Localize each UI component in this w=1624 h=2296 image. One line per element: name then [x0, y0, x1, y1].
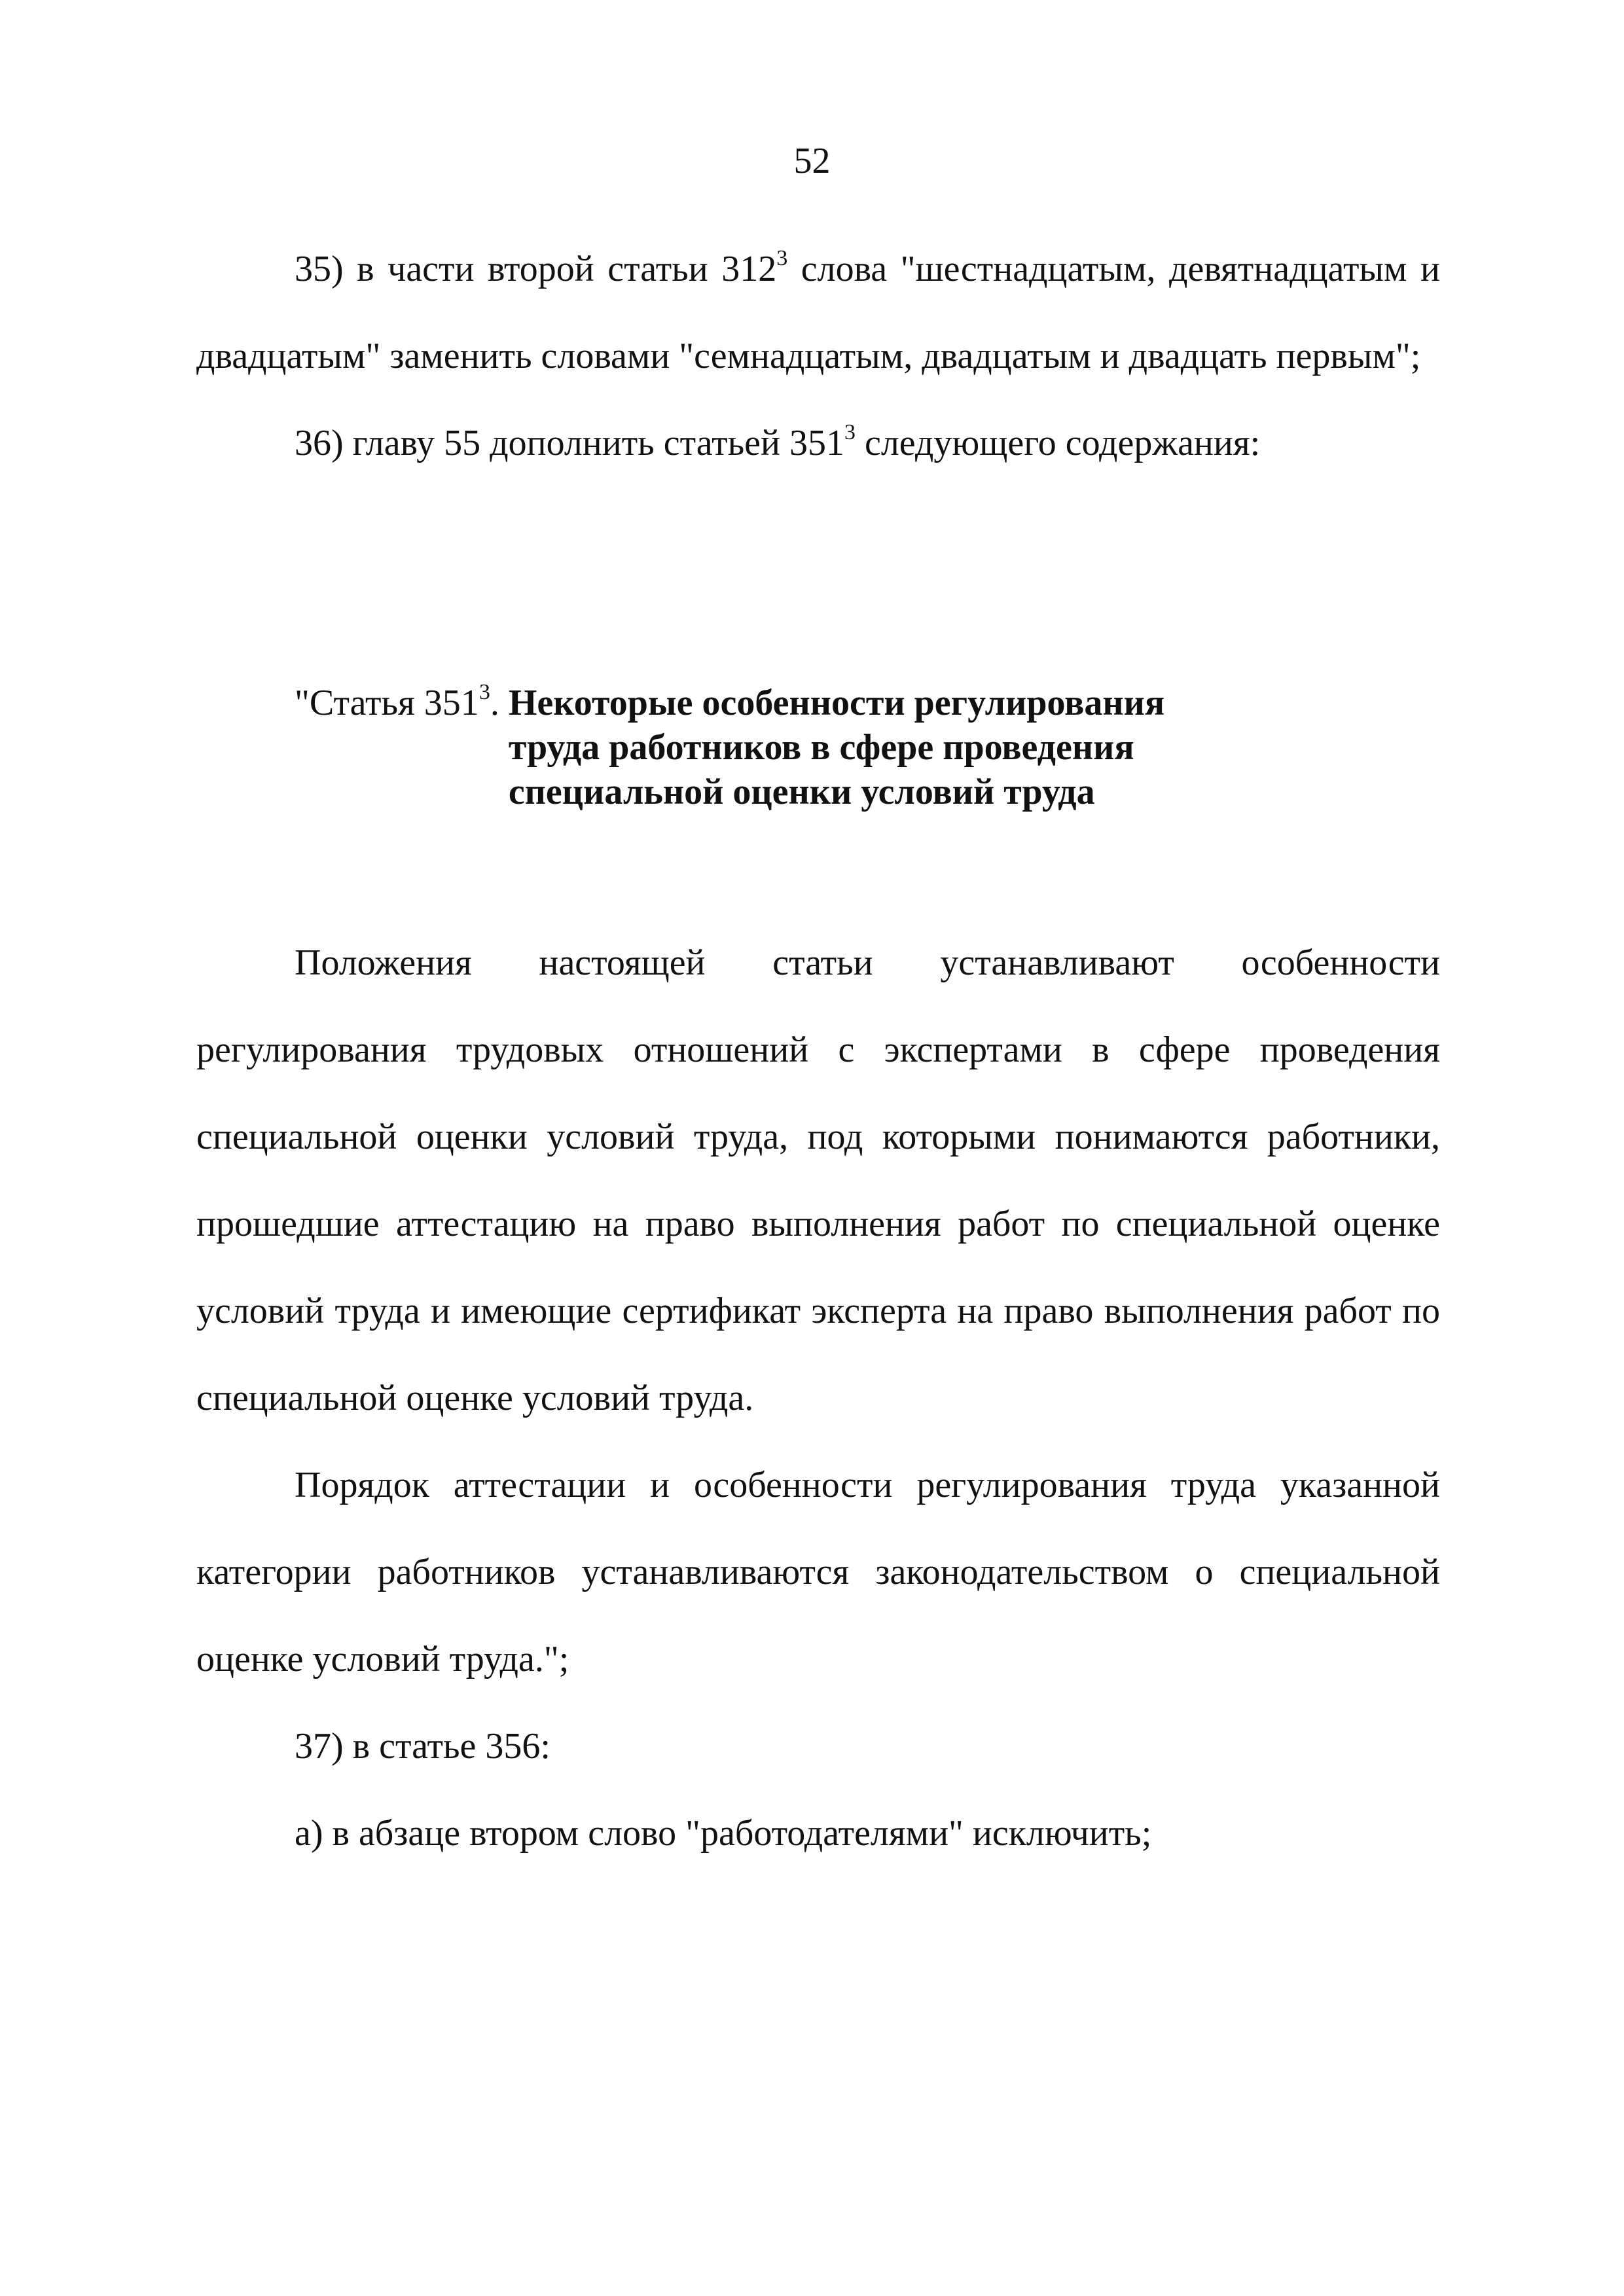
article-title — [499, 681, 1229, 814]
article-label-text: "Статья 351 — [295, 683, 479, 723]
article-paragraph-1: Положения настоящей статьи устанавливают особенности регулирования трудовых отношений с экспертами в сфере проведения специальной оценки условий труда, под которыми понимаются работники, прошедшие аттестацию на право выполнения работ по специальной оценке условий труда и имеющие сертификат эксперта на право выполнения работ по специальной оценке условий труда. — [196, 942, 1440, 1418]
amendments-upper — [196, 226, 1440, 487]
item-35-sup: 3 — [776, 246, 788, 271]
article-label-end: . — [490, 683, 499, 723]
item-36-text: следующего содержания: — [855, 423, 1261, 463]
article-label — [295, 681, 499, 814]
item-37a: а) в абзаце втором слово "работодателями" исключить; — [295, 1813, 1152, 1854]
article-title-line: Некоторые особенности регулирования — [508, 683, 1165, 723]
article-label-sup: 3 — [478, 680, 490, 705]
article-paragraph-2: Порядок аттестации и особенности регулирования труда указанной категории работников устанавливаются законодательством о специальной оценке условий труда."; — [196, 1465, 1440, 1679]
article-heading — [295, 681, 1229, 814]
item-36-sup: 3 — [844, 420, 856, 445]
item-35-lead: 35) в части второй статьи 312 — [295, 249, 777, 289]
article-title-line: труда работников в сфере проведения — [508, 727, 1134, 768]
article-title-line: специальной оценки условий труда — [508, 772, 1095, 812]
item-35 — [196, 226, 1440, 400]
item-35-text: слова "шестнадцатым, девятнадцатым и двадцатым" заменить словами "семнадцатым, двадцатым и двадцать первым"; — [196, 249, 1440, 376]
article-body — [196, 920, 1440, 1877]
item-36-lead: 36) главу 55 дополнить статьей 351 — [295, 423, 844, 463]
item-37: 37) в статье 356: — [295, 1726, 550, 1767]
item-36 — [196, 400, 1440, 487]
page-number: 52 — [793, 141, 831, 181]
